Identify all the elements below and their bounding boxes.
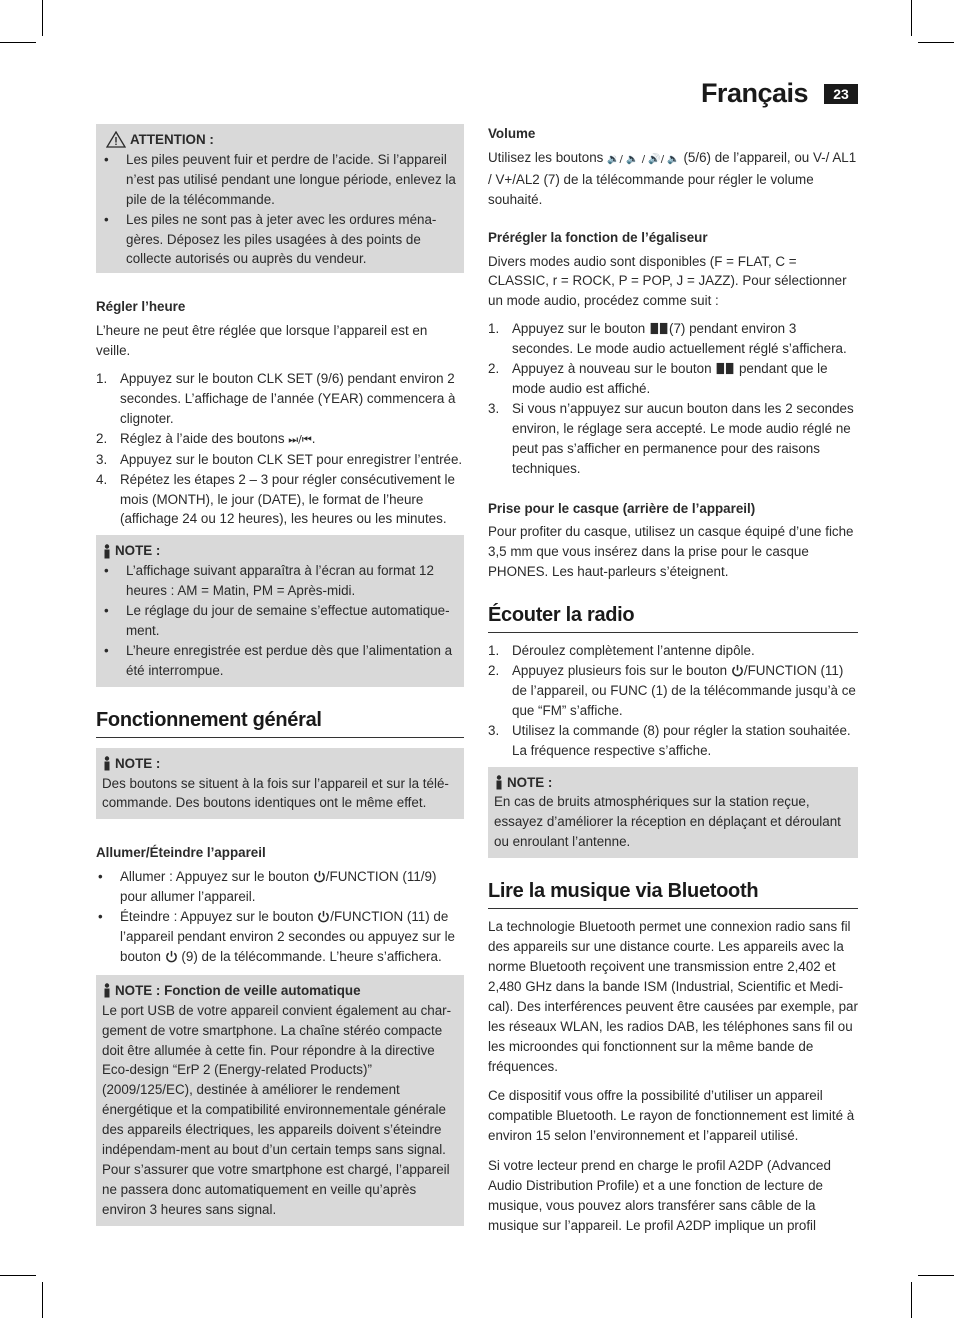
- warning-icon: [106, 131, 126, 148]
- section-title: Volume: [488, 126, 536, 141]
- paragraph: L’heure ne peut être réglée que lorsque l’appareil est en veille.: [96, 323, 428, 359]
- section-heading: Écouter la radio: [488, 602, 858, 633]
- list-item: 2. Appuyez à nouveau sur le bouton pendant que le mode audio est affiché.: [488, 361, 828, 396]
- list-item: 3. Utilisez la commande (8) pour régler la station souhaitée. La fréquence respective s’affiche.: [488, 722, 851, 758]
- steps-list: [96, 369, 464, 529]
- note-box: NOTE : • L’affichage suivant apparaîtra à l’écran au format 12 heures : AM = Matin, PM = Après-midi. • Le réglage du jour de semaine s’effectue automatique-ment. • L’heure enregistrée est perdue dès que l’alimentation a été interrompue.: [96, 535, 464, 686]
- crop-mark: [42, 1282, 43, 1318]
- list-item: 1. Appuyez sur le bouton (7) pendant environ 3 secondes. Le mode audio actuellement réglé s’affichera.: [488, 321, 847, 357]
- paragraph: La technologie Bluetooth permet une connexion radio sans fil des appareils sur une distance courte. Les appareils avec la norme Bluetooth reçoivent une transmission entre 2,402 et 2,480 GHz dans la bande ISM (Industrial, Scientific et Medi-cal). Des interférences peuvent être causées par exemple, par les réseaux WLAN, les radios DAB, les téléphones sans fil ou les microondes qui fonctionnent sur la même bande de fréquences.: [488, 919, 858, 1074]
- note-box: NOTE : En cas de bruits atmosphériques sur la station reçue, essayez d’améliorer la réception en déplaçant et déroulant ou enroulant l’antenne.: [488, 767, 858, 859]
- crop-mark: [911, 0, 912, 36]
- list-item: • Les piles ne sont pas à jeter avec les ordures ména-gères. Déposez les piles usagées à des points de collecte autorisés ou auprès du vendeur.: [102, 210, 458, 270]
- list-item: • L’affichage suivant apparaîtra à l’écran au format 12 heures : AM = Matin, PM = Après-midi.: [102, 561, 458, 601]
- power-icon: [317, 910, 330, 923]
- info-icon: [102, 983, 112, 998]
- attention-box: [96, 124, 464, 273]
- paragraph: Divers modes audio sont disponibles (F = FLAT, C = CLASSIC, r = ROCK, P = POP, J = JAZZ). Pour sélectionner un mode audio, procédez comme suit :: [488, 253, 847, 309]
- paragraph: Pour profiter du casque, utilisez un casque équipé d’une fiche 3,5 mm que vous insérez dans la prise pour le casque PHONES. Les haut-parleurs s’éteignent.: [488, 524, 854, 580]
- list-item: 3. Appuyez sur le bouton CLK SET pour enregistrer l’entrée.: [96, 451, 463, 467]
- list-item: • Allumer : Appuyez sur le bouton /FUNCTION (11/9) pour allumer l’appareil.: [96, 867, 464, 907]
- language-title: Français: [700, 78, 808, 109]
- section-heading: Fonctionnement général: [96, 707, 464, 738]
- list-item: • Éteindre : Appuyez sur le bouton /FUNCTION (11) de l’appareil pendant environ 2 secondes ou appuyez sur le bouton (9) de la télécommande. L’heure s’affichera.: [96, 907, 464, 967]
- section-heading: Lire la musique via Bluetooth: [488, 878, 858, 909]
- right-column: [488, 124, 858, 1236]
- info-icon: [102, 756, 112, 771]
- section-title: Allumer/Éteindre l’appareil: [96, 845, 266, 861]
- info-icon: [494, 775, 504, 790]
- crop-mark: [0, 42, 36, 43]
- list-item: • Le réglage du jour de semaine s’effectue automatique-ment.: [102, 601, 458, 641]
- page-number: 23: [824, 84, 858, 104]
- list-item: 3. Si vous n’appuyez sur aucun bouton dans les 2 secondes environ, le réglage sera accepté. Le mode audio réglé ne peut pas s’afficher en permanence pour des raisons techniques.: [488, 400, 854, 476]
- list-item: 4. Répétez les étapes 2 – 3 pour régler consécutivement le mois (MONTH), le jour (DATE), le format de l’heure (affichage 24 ou 12 heures), les heures ou les minutes.: [96, 471, 455, 527]
- section-title: Régler l’heure: [96, 299, 186, 315]
- list-item: 2. Appuyez plusieurs fois sur le bouton /FUNCTION (11) de l’appareil, ou FUNC (1) de la télécommande jusqu’à ce que “FM” s’affiche.: [488, 663, 856, 718]
- list-item: • Les piles peuvent fuir et perdre de l’acide. Si l’appareil n’est pas utilisé pendant une longue période, enlevez la pile de la télécommande.: [102, 150, 458, 210]
- power-icon: [165, 950, 178, 963]
- info-icon: [102, 544, 112, 559]
- crop-mark: [918, 1275, 954, 1276]
- page-header: [700, 78, 858, 109]
- crop-mark: [918, 42, 954, 43]
- left-column: [96, 124, 464, 1226]
- power-icon: [731, 664, 744, 677]
- list-item: 2. Réglez à l’aide des boutons ⏭/⏮.: [96, 430, 316, 446]
- section-title: Prérégler la fonction de l’égaliseur: [488, 229, 708, 245]
- volume-buttons-icon: 🔉/ 🔈 / 🔊/ 🔈: [607, 153, 680, 165]
- crop-mark: [42, 0, 43, 36]
- paragraph: Si votre lecteur prend en charge le profil A2DP (Advanced Audio Distribution Profile) et a une fonction de lecture de musique, vous pouvez alors transférer sans câble de la musique sur l’appareil. Le profil A2DP implique un profil: [488, 1158, 831, 1233]
- crop-mark: [0, 1275, 36, 1276]
- section-title: Prise pour le casque (arrière de l’appareil): [488, 500, 756, 516]
- list-item: 1. Déroulez complètement l’antenne dipôle.: [488, 643, 755, 659]
- equalizer-book-icon: [715, 362, 735, 375]
- attention-title: ATTENTION :: [102, 130, 458, 150]
- equalizer-book-icon: [649, 322, 669, 335]
- crop-mark: [911, 1282, 912, 1318]
- note-box: NOTE : Fonction de veille automatique Le port USB de votre appareil convient également au char-gement de votre smartphone. La chaîne stéréo compacte doit être allumée à cette fin. Pour répondre à la directive Eco-design “ErP 2 (Energy-related Products)” (2009/125/EC), destinée à améliorer le rendement énergétique et la compatibilité environnementale générale des appareils électriques, les appareils doivent s’éteindre indépendam-ment au bout d’un certain temps sans signal. Pour s’assurer que votre smartphone est chargé, l’appareil ne passera donc automatiquement en veille qu’après environ 3 heures sans signal.: [96, 975, 464, 1226]
- power-icon: [313, 870, 326, 883]
- attention-list: [102, 150, 458, 269]
- skip-buttons-icon: ⏭/⏮: [288, 432, 312, 446]
- list-item: 1. Appuyez sur le bouton CLK SET (9/6) pendant environ 2 secondes. L’affichage de l’année (YEAR) commencera à clignoter.: [96, 371, 456, 426]
- list-item: • L’heure enregistrée est perdue dès que l’alimentation a été interrompue.: [102, 641, 458, 681]
- paragraph: Utilisez les boutons 🔉/ 🔈 / 🔊/ 🔈 (5/6) de l’appareil, ou V-/ AL1 / V+/AL2 (7) de la télécommande pour régler le volume souhaité.: [488, 149, 857, 207]
- paragraph: Ce dispositif vous offre la possibilité d’utiliser un appareil compatible Bluetooth. Le rayon de fonctionnement est limité à environ 15 selon l’environnement et l’appareil utilisé.: [488, 1088, 855, 1144]
- note-box: NOTE : Des boutons se situent à la fois sur l’appareil et sur la télé-commande. Des boutons identiques ont le même effet.: [96, 748, 464, 820]
